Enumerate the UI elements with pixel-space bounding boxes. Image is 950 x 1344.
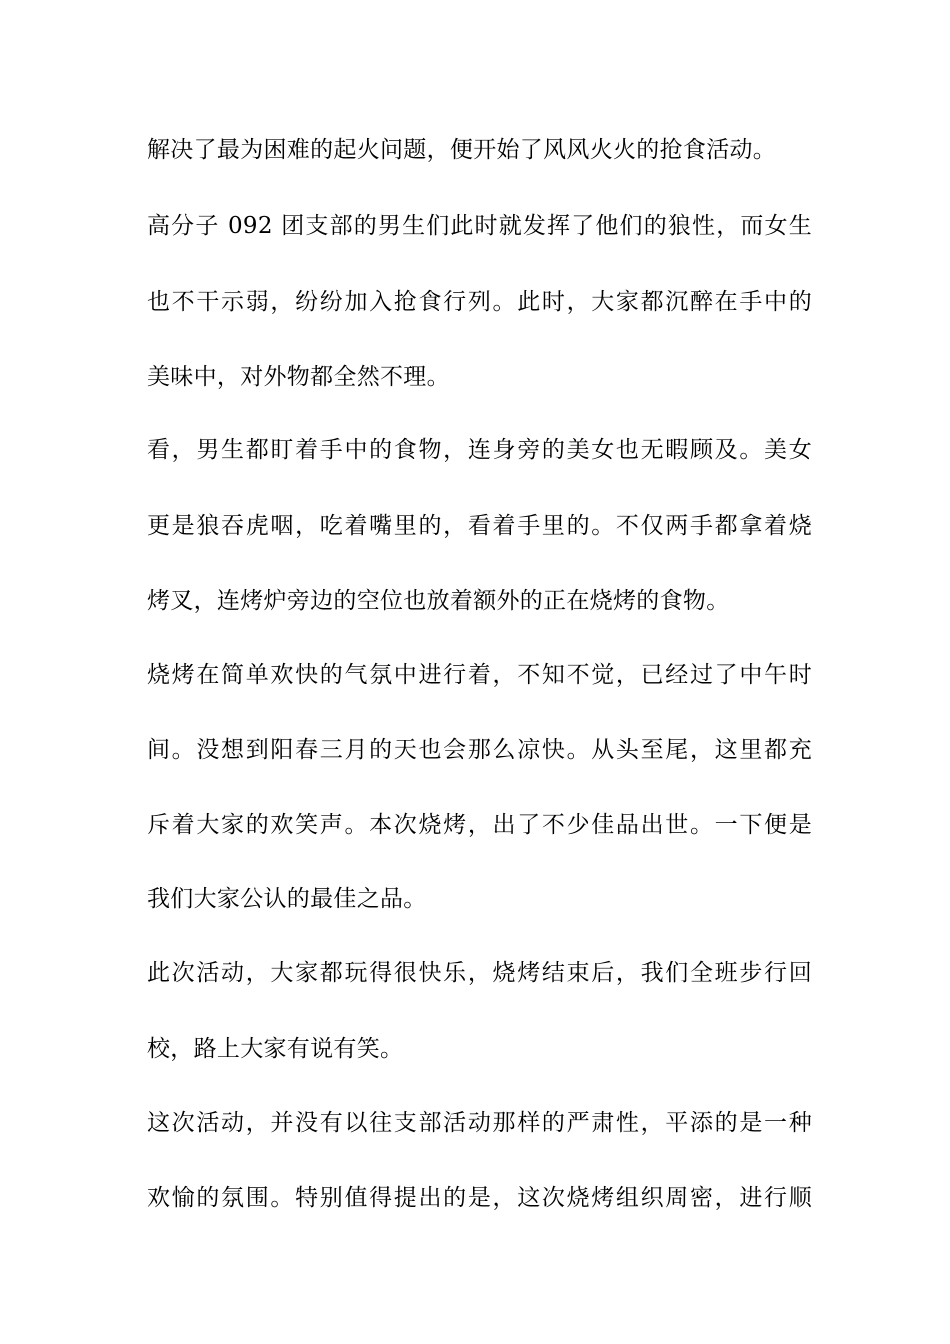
text-line: 此次活动，大家都玩得很快乐，烧烤结束后，我们全班步行回 [147,960,812,986]
text-line: 也不干示弱，纷纷加入抢食行列。此时，大家都沉醉在手中的 [147,289,812,315]
text-line: 间。没想到阳春三月的天也会那么凉快。从头至尾，这里都充 [147,737,812,763]
text-line: 美味中，对外物都全然不理。 [147,364,450,390]
text-line: 看，男生都盯着手中的食物，连身旁的美女也无暇顾及。美女 [147,437,812,463]
text-line: 解决了最为困难的起火问题，便开始了风风火火的抢食活动。 [147,137,777,163]
text-line: 我们大家公认的最佳之品。 [147,886,427,912]
text-line: 烤叉，连烤炉旁边的空位也放着额外的正在烧烤的食物。 [147,588,730,614]
text-line: 欢愉的氛围。特别值得提出的是，这次烧烤组织周密，进行顺 [147,1185,812,1211]
text-line: 斥着大家的欢笑声。本次烧烤，出了不少佳品出世。一下便是 [147,812,812,838]
text-line: 校，路上大家有说有笑。 [147,1036,404,1062]
text-line: 这次活动，并没有以往支部活动那样的严肃性，平添的是一种 [147,1110,812,1136]
text-line: 高分子 092 团支部的男生们此时就发挥了他们的狼性，而女生 [147,213,812,239]
text-line: 烧烤在简单欢快的气氛中进行着，不知不觉，已经过了中午时 [147,662,812,688]
text-line: 更是狼吞虎咽，吃着嘴里的，看着手里的。不仅两手都拿着烧 [147,513,812,539]
